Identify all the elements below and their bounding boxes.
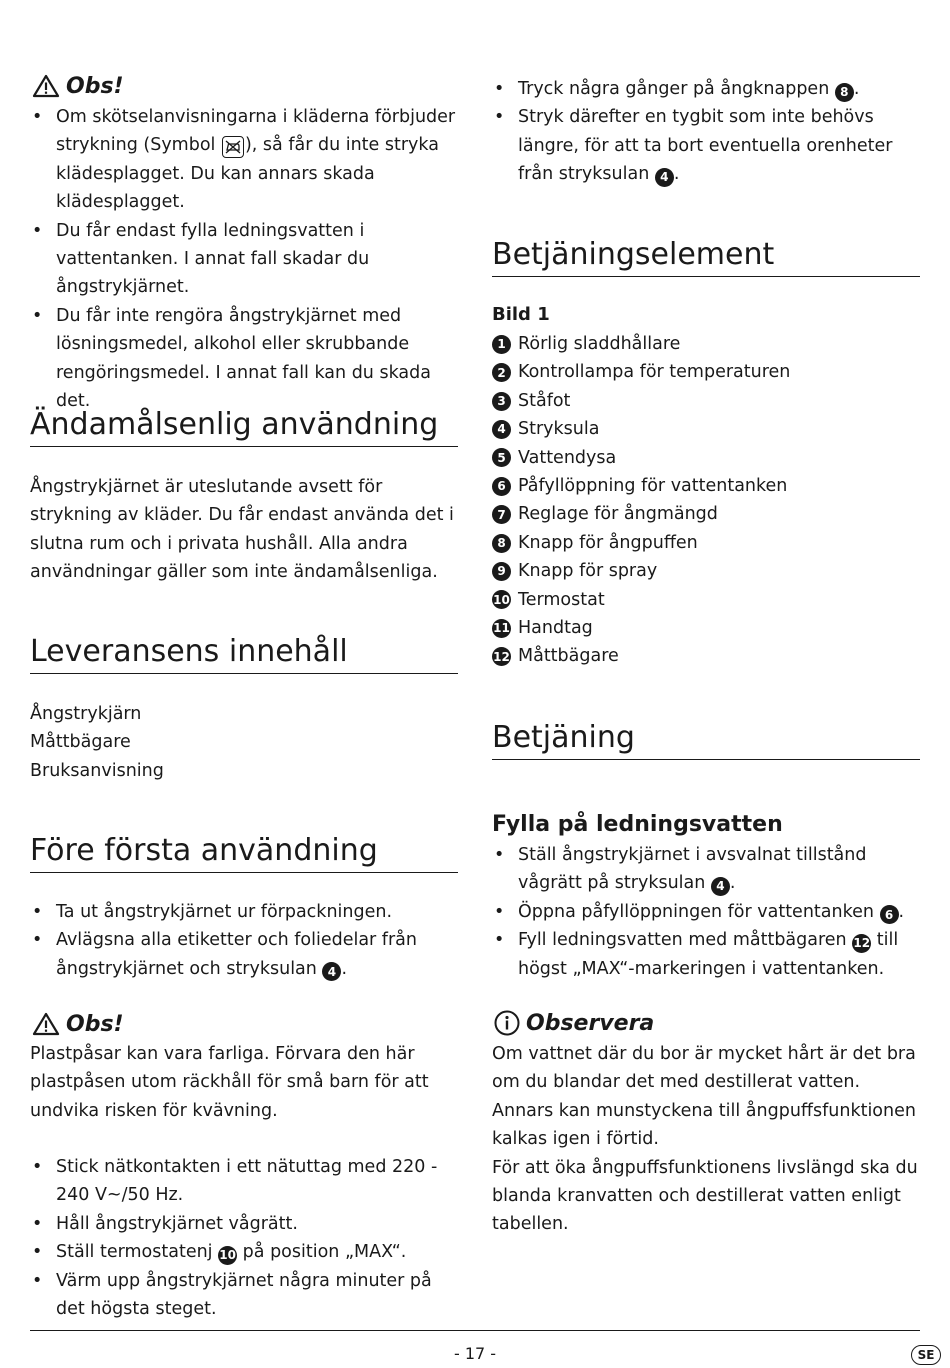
warning-heading-1 [32, 71, 124, 101]
leverans-list [30, 700, 462, 785]
warning-list-1 [30, 103, 460, 415]
list-item: 5 Vattendysa [492, 444, 922, 472]
callout-number: 1 [492, 335, 511, 354]
language-badge: SE [911, 1345, 941, 1365]
fylla-list [492, 841, 922, 983]
list-item: 7 Reglage för ångmängd [492, 500, 922, 528]
list-item: 8 Knapp för ångpuffen [492, 529, 922, 557]
note-paragraph [492, 1040, 924, 1239]
callout-number: 12 [852, 934, 871, 953]
list-item: • Stryk därefter en tygbit som inte behövs längre, för att ta bort eventuella orenheter från stryksulan 4 . [492, 103, 922, 188]
list-item: 1 Rörlig sladdhållare [492, 330, 922, 358]
callout-number: 12 [492, 647, 511, 666]
continued-list [492, 75, 922, 189]
list-item: 11 Handtag [493, 618, 593, 639]
list-item: Ångstrykjärn [30, 704, 142, 724]
fore-list [30, 898, 460, 983]
list-item: Måttbägare [30, 732, 131, 753]
list-item: • Ställ termostatenj 10 på position „MAX“. [30, 1238, 460, 1266]
warning-triangle-icon [32, 74, 60, 98]
note-heading [494, 1008, 654, 1038]
elements-list [492, 330, 922, 671]
callout-number: 4 [322, 962, 341, 981]
callout-number: 3 [492, 392, 511, 411]
list-item: • Tryck några gånger på ångknappen 8 . [492, 75, 922, 103]
steps-list [30, 1153, 460, 1323]
section-heading-fore: Före första användning [30, 832, 458, 873]
list-item: 2 Kontrollampa för temperaturen [492, 358, 922, 386]
callout-number: 4 [655, 168, 674, 187]
section-heading-leverans: Leveransens innehåll [30, 633, 458, 674]
callout-number: 2 [492, 363, 511, 382]
callout-number: 6 [492, 477, 511, 496]
page-number: - 17 - [453, 1344, 497, 1363]
warning-paragraph-2: Plastpåsar kan vara farliga. Förvara den här plastpåsen utom räckhåll för små barn för att undvika risken för kvävning. [30, 1044, 429, 1121]
list-item: • Du får inte rengöra ångstrykjärnet med lösningsmedel, alkohol eller skrubbande rengöringsmedel. I annat fall kan du skada det. [30, 302, 460, 416]
callout-number: 4 [492, 420, 511, 439]
list-item: • Stick nätkontakten i ett nätuttag med 220 - 240 V~/50 Hz. [30, 1153, 460, 1210]
info-icon [494, 1010, 520, 1036]
callout-number: 11 [492, 619, 511, 638]
list-item: • Ta ut ångstrykjärnet ur förpackningen. [30, 898, 460, 926]
warning-title: Obs! [66, 1011, 124, 1037]
list-item: 4 Stryksula [492, 415, 922, 443]
list-item: • Fyll ledningsvatten med måttbägaren 12 till högst „MAX“-markeringen i vattentanken. [492, 926, 922, 983]
list-item: • Du får endast fylla ledningsvatten i vattentanken. I annat fall skadar du ångstrykjärnet. [30, 217, 460, 302]
callout-number: 5 [492, 448, 511, 467]
list-item: 3 Ståfot [492, 387, 922, 415]
callout-number: 10 [492, 590, 511, 609]
footer-divider [30, 1330, 920, 1331]
list-item: • Håll ångstrykjärnet vågrätt. [30, 1210, 460, 1238]
section-heading-elements: Betjäningselement [492, 236, 920, 277]
callout-number: 9 [492, 562, 511, 581]
list-item: • Värm upp ångstrykjärnet några minuter på det högsta steget. [30, 1267, 460, 1324]
subsection-heading-fylla: Fylla på ledningsvatten [492, 812, 783, 837]
callout-number: 6 [880, 905, 899, 924]
section-heading-andamal: Ändamålsenlig användning [30, 406, 458, 447]
note-paragraph-1: Om vattnet där du bor är mycket hårt är det bra om du blandar det med destillerat vatten. Annars kan munstyckena till ångpuffsfunktionen kalkas igen i förtid. [492, 1044, 916, 1150]
note-title: Observera [526, 1010, 655, 1036]
callout-number: 10 [218, 1246, 237, 1265]
section-heading-betjaning: Betjäning [492, 719, 920, 760]
andamal-paragraph: Ångstrykjärnet är uteslutande avsett för strykning av kläder. Du får endast använda det i slutna rum och i privata hushåll. Alla andra användningar gäller som inte ändamålsenliga. [30, 477, 454, 583]
warning-triangle-icon [32, 1012, 60, 1036]
callout-number: 7 [492, 505, 511, 524]
list-item: 9 Knapp för spray [492, 557, 922, 585]
list-item: 12 Måttbägare [493, 646, 619, 667]
no-ironing-icon [222, 136, 244, 158]
list-item: • Om skötselanvisningarna i kläderna förbjuder strykning (Symbol ), så får du inte stryka klädesplagget. Du kan annars skada klädesplagget. [30, 103, 460, 217]
list-item: 6 Påfyllöppning för vattentanken [492, 472, 922, 500]
list-item: • Ställ ångstrykjärnet i avsvalnat tillstånd vågrätt på stryksulan 4 . [492, 841, 922, 898]
callout-number: 4 [711, 877, 730, 896]
callout-number: 8 [835, 83, 854, 102]
note-paragraph-2: För att öka ångpuffsfunktionens livslängd ska du blanda kranvatten och destillerat vatten enligt tabellen. [492, 1157, 918, 1235]
list-item: Bruksanvisning [30, 760, 164, 781]
warning-heading-2 [32, 1009, 124, 1039]
callout-number: 8 [492, 534, 511, 553]
figure-label: Bild 1 [492, 304, 550, 325]
list-item: 10 Termostat [493, 589, 605, 610]
list-item: • Öppna påfyllöppningen för vattentanken 6 . [492, 898, 922, 926]
warning-title: Obs! [66, 73, 124, 99]
list-item: • Avlägsna alla etiketter och foliedelar från ångstrykjärnet och stryksulan 4 . [30, 926, 460, 983]
